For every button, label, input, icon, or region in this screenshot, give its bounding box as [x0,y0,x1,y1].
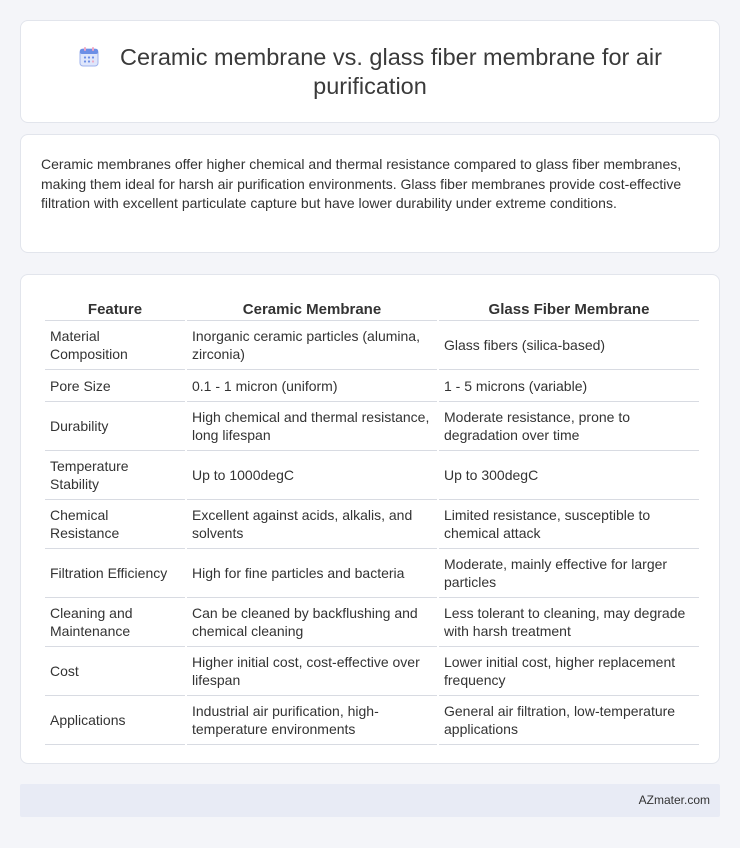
page-title-text: Ceramic membrane vs. glass fiber membrane for air purification [120,43,662,99]
ceramic-cell: High chemical and thermal resistance, long lifespan [187,402,437,451]
header-ceramic: Ceramic Membrane [187,294,437,321]
ceramic-cell: Inorganic ceramic particles (alumina, zirconia) [187,321,437,370]
feature-cell: Durability [45,402,185,451]
table-row [45,647,699,696]
ceramic-cell: Up to 1000degC [187,451,437,500]
glass-fiber-cell: Glass fibers (silica-based) [439,321,699,370]
ceramic-cell: Industrial air purification, high-temperature environments [187,696,437,745]
table-row [45,549,699,598]
summary-text: Ceramic membranes offer higher chemical and thermal resistance compared to glass fiber membranes, making them ideal for harsh air purification environments. Glass fiber membranes provide cost-effective filtration with excellent particulate capture but have lower durability under extreme conditions. [41,156,682,211]
feature-cell: Chemical Resistance [45,500,185,549]
glass-fiber-cell: Moderate resistance, prone to degradation over time [439,402,699,451]
comparison-table [43,294,701,745]
glass-fiber-cell: 1 - 5 microns (variable) [439,370,699,402]
feature-cell: Cost [45,647,185,696]
summary-card [20,134,720,253]
table-row [45,451,699,500]
table-row [45,402,699,451]
table-row [45,370,699,402]
glass-fiber-cell: General air filtration, low-temperature applications [439,696,699,745]
page-title [61,43,679,101]
ceramic-cell: Can be cleaned by backflushing and chemical cleaning [187,598,437,647]
ceramic-cell: Higher initial cost, cost-effective over lifespan [187,647,437,696]
footer-bar [20,784,720,817]
feature-cell: Material Composition [45,321,185,370]
glass-fiber-cell: Moderate, mainly effective for larger particles [439,549,699,598]
glass-fiber-cell: Less tolerant to cleaning, may degrade with harsh treatment [439,598,699,647]
ceramic-cell: 0.1 - 1 micron (uniform) [187,370,437,402]
table-row [45,321,699,370]
calendar-icon [78,46,100,68]
table-row [45,696,699,745]
feature-cell: Temperature Stability [45,451,185,500]
feature-cell: Filtration Efficiency [45,549,185,598]
footer-brand: AZmater.com [638,793,710,807]
table-header-row [45,294,699,321]
title-card [20,20,720,123]
feature-cell: Applications [45,696,185,745]
feature-cell: Cleaning and Maintenance [45,598,185,647]
feature-cell: Pore Size [45,370,185,402]
ceramic-cell: Excellent against acids, alkalis, and solvents [187,500,437,549]
table-row [45,500,699,549]
glass-fiber-cell: Up to 300degC [439,451,699,500]
header-feature: Feature [45,294,185,321]
glass-fiber-cell: Lower initial cost, higher replacement frequency [439,647,699,696]
header-glass-fiber: Glass Fiber Membrane [439,294,699,321]
table-row [45,598,699,647]
glass-fiber-cell: Limited resistance, susceptible to chemical attack [439,500,699,549]
ceramic-cell: High for fine particles and bacteria [187,549,437,598]
comparison-card [20,274,720,764]
